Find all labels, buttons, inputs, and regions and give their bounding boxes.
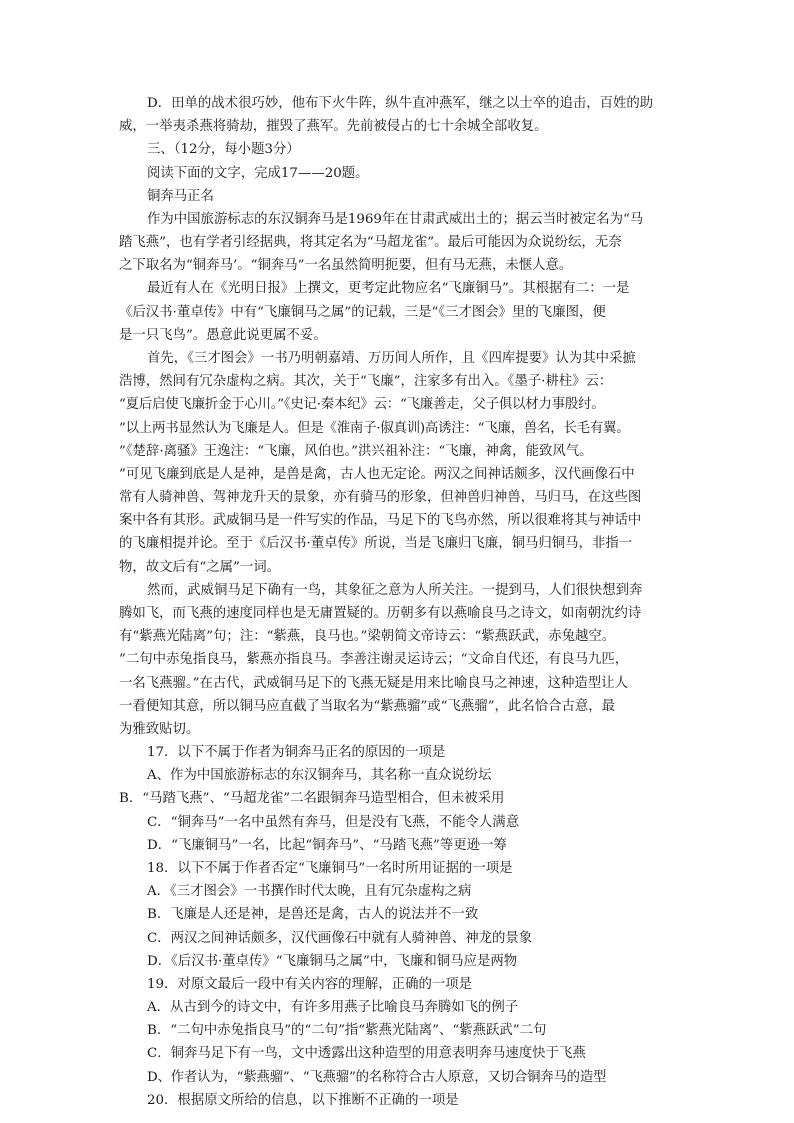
- option-18-c: C．两汉之间神话颇多，汉代画像石中就有人骑神兽、神龙的景象: [147, 930, 533, 946]
- paragraph-line: 为雅致贴切。: [119, 721, 200, 737]
- paragraph-line: “夏后启使飞廉折金于心川。”《史记·秦本纪》云：“飞廉善走，父子俱以材力事殷纣。: [119, 397, 605, 413]
- paragraph-line: 常有人骑神兽、驾神龙升天的景象，亦有骑马的形象，但神兽归神兽，马归马，在这些图: [119, 490, 642, 506]
- paragraph-line: 之下取名为“铜奔马’。“铜奔马”一名虽然简明扼要，但有马无燕，未惬人意。: [119, 258, 573, 274]
- article-title: 铜奔马正名: [147, 188, 214, 204]
- option-19-c: C．铜奔马足下有一鸟，文中透露出这种造型的用意表明奔马速度快于飞燕: [147, 1046, 586, 1062]
- option-19-b: B．“二句中赤兔指良马”的“二句”指“紫燕光陆离”、“紫燕跃武”二句: [147, 1023, 547, 1039]
- option-19-a: A．从古到今的诗文中，有许多用燕子比喻良马奔腾如飞的例子: [147, 1000, 519, 1016]
- paragraph-line: 腾如飞，而飞燕的速度同样也是无庸置疑的。历朝多有以燕喻良马之诗文，如南朝沈约诗: [119, 606, 642, 621]
- paragraph-line: 案中各有其形。武威铜马是一件写实的作品，马足下的飞鸟亦然，所以很难将其与神话中: [119, 513, 642, 529]
- paragraph-line: 然而，武威铜马足下确有一鸟，其象征之意为人所关注。一提到马，人们很快想到奔: [147, 582, 643, 598]
- paragraph-line: 浩博，然间有冗杂虚构之病。其次，关于“飞廉”，注家多有出入。《墨子·耕柱》云：: [119, 374, 613, 390]
- paragraph-line: 最近有人在《光明日报》上撰文，更考定此物应名“飞廉铜马”。其根据有二：一是: [147, 281, 630, 297]
- option-17-c: C．“铜奔马”一名中虽然有奔马，但是没有飞燕，不能令人满意: [147, 814, 520, 830]
- question-17: 17．以下不属于作者为铜奔马正名的原因的一项是: [147, 745, 446, 761]
- paragraph-line: ”以上两书显然认为飞廉是人。但是《淮南子·俶真训)高诱注：“飞廉，兽名，长毛有翼。: [119, 420, 630, 436]
- question-20: 20．根据原文所给的信息，以下推断不正确的一项是: [147, 1092, 459, 1108]
- option-19-d: D、作者认为，“紫燕骝”、“飞燕骝”的名称符合古人原意，又切合铜奔马的造型: [147, 1069, 607, 1085]
- paragraph-line: 《后汉书·董卓传》中有“飞廉铜马之属”的记载，三是“《三才图会》里的飞廉图，便: [119, 304, 606, 320]
- section-heading: 三、（12分，每小题3分）: [147, 142, 300, 158]
- question-19: 19．对原文最后一段中有关内容的理解，正确的一项是: [147, 976, 473, 992]
- option-17-b: B．“马踏飞燕”、“马超龙雀”二名跟铜奔马造型相合，但未被采用: [119, 791, 505, 807]
- paragraph-line: 作为中国旅游标志的东汉铜奔马是1969年在甘肃武威出土的；据云当时被定名为“马: [147, 211, 644, 227]
- paragraph-line: 物，故文后有“之属”一词。: [119, 559, 280, 575]
- paragraph-line: 首先，《三才图会》一书乃明朝嘉靖、万历间人所作，且《四库提要》认为其中采摭: [147, 351, 636, 366]
- instruction: 阅读下面的文字，完成17——20题。: [147, 165, 369, 181]
- option-18-b: B．飞廉是人还是神，是兽还是禽，古人的说法并不一致: [147, 907, 479, 923]
- paragraph-line: 踏飞燕”，也有学者引经据典，将其定名为“马超龙雀”。最后可能因为众说纷纭，无奈: [119, 235, 622, 251]
- paragraph-line: 一名飞燕骝。”在古代，武威铜马足下的飞燕无疑是用来比喻良马之神速，这种造型让人: [119, 675, 628, 691]
- option-17-a: A、作为中国旅游标志的东汉铜奔马，其名称一直众说纷坛: [147, 768, 492, 784]
- option-18-a: A．《三才图会》一书撰作时代太晚，且有冗杂虚构之病: [147, 884, 472, 900]
- option-18-d: D．《后汉书·董卓传》“飞廉铜马之属”中，飞廉和铜马应是两物: [147, 953, 518, 969]
- paragraph-line: 一看便知其意，所以铜马应直截了当取名为“紫燕骝”或“飞燕骝”，此名恰合古意，最: [119, 698, 616, 714]
- option-17-d: D．“飞廉铜马”一名，比起“铜奔马”、“马踏飞燕”等更逊一筹: [147, 837, 507, 853]
- option-d-line-1: D．田单的战术很巧妙，他布下火牛阵，纵牛直冲燕军，继之以士卒的追击，百姓的助: [147, 96, 654, 111]
- paragraph-line: ”二句中赤兔指良马，紫燕亦指良马。李善注谢灵运诗云；“文命自代还，有良马九匹，: [119, 652, 629, 668]
- paragraph-line: 是一只飞鸟”。愚意此说更属不妥。: [119, 327, 327, 343]
- option-d-line-2: 威，一举夷杀燕将骑劫，摧毁了燕军。先前被侵占的七十余城全部收复。: [119, 119, 548, 135]
- paragraph-line: 有“紫燕光陆离”句；注：“紫燕，良马也。”梁朝简文帝诗云：“紫燕跃武，赤兔越空。: [119, 629, 616, 645]
- paragraph-line: ”可见飞廉到底是人是神，是兽是禽，古人也无定论。两汉之间神话颇多，汉代画像石中: [119, 466, 635, 482]
- question-18: 18．以下不属于作者否定“飞廉铜马”一名时所用证据的一项是: [147, 861, 513, 876]
- paragraph-line: ”《楚辞·离骚》王逸注：“飞廉，风伯也。”洪兴祖补注：“飞廉，神禽，能致风气。: [119, 443, 593, 459]
- paragraph-line: 的飞廉相提并论。至于《后汉书·董卓传》所说，当是飞廉归飞廉，铜马归铜马，非指一: [119, 536, 633, 552]
